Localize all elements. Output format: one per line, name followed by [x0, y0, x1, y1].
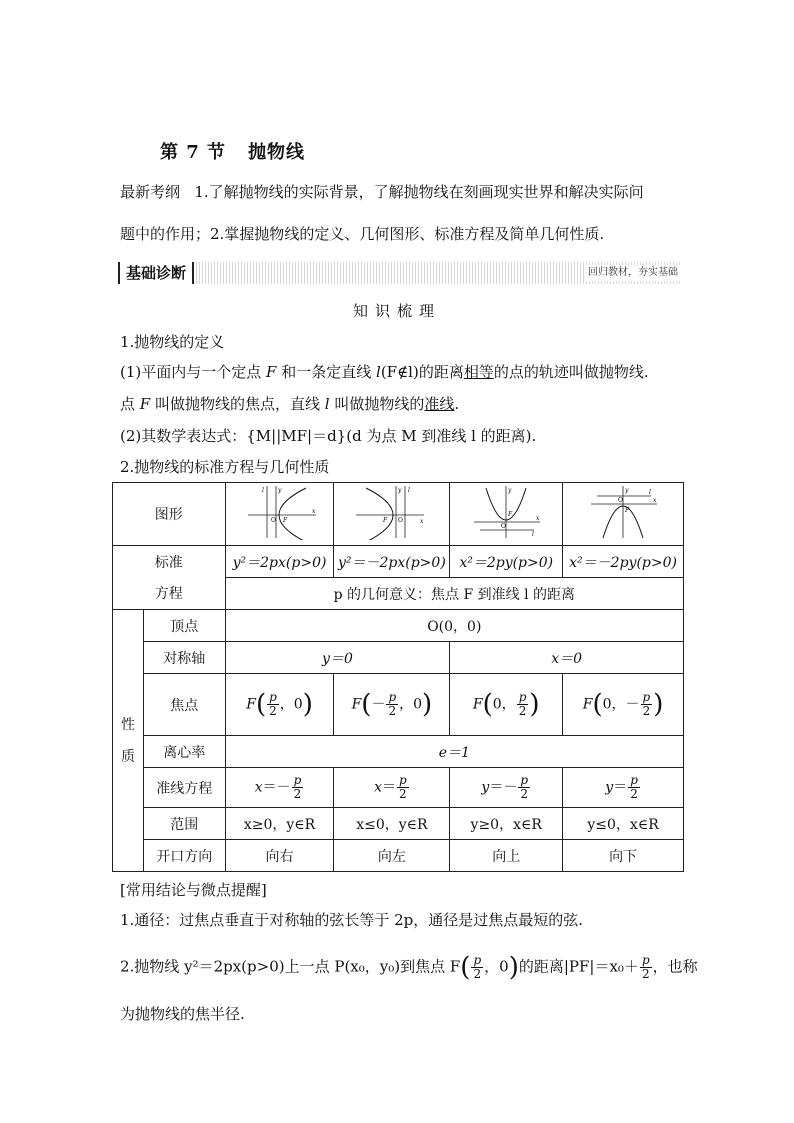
std-label-1: 标准	[113, 546, 226, 578]
svg-text:y: y	[397, 487, 402, 494]
svg-text:F: F	[625, 507, 630, 514]
definition-line-1: (1)平面内与一个定点 F 和一条定直线 l(F∉l)的距离相等的点的轨迹叫做抛物线.	[120, 363, 649, 381]
svg-text:l: l	[649, 489, 651, 496]
opening-row	[113, 840, 684, 872]
intro-line-1: 最新考纲 1.了解抛物线的实际背景，了解抛物线在刻画现实世界和解决实际问	[120, 183, 644, 201]
graph-down	[563, 483, 684, 546]
svg-text:x: x	[536, 515, 540, 522]
note-2: 2.抛物线 y²＝2px(p>0)上一点 P(x₀，y₀)到焦点 F( $\frac{p}{2}$ ，0)的距离|PF|＝x₀＋ $\frac{p}{2}$ ，也称	[120, 952, 698, 983]
focus-down: F(0，－ $\frac{p}{2}$ )	[563, 674, 684, 736]
definition-heading: 1.抛物线的定义	[120, 333, 225, 351]
properties-label: 性 质	[113, 610, 144, 872]
focus-up: F(0， $\frac{p}{2}$ )	[450, 674, 563, 736]
range-up: y≥0，x∈R	[450, 808, 563, 840]
definition-line-3: (2)其数学表达式：{M||MF|＝d}(d 为点 M 到准线 l 的距离).	[120, 427, 537, 445]
svg-text:O: O	[397, 517, 403, 524]
directrix-down: y＝ $\frac{p}{2}$	[563, 768, 684, 808]
underline-equal: 相等	[463, 363, 494, 381]
vertex-row	[113, 610, 684, 642]
focus-row	[113, 674, 684, 736]
parabola-up-icon	[466, 484, 546, 540]
svg-text:l: l	[407, 487, 410, 494]
graph-label: 图形	[113, 483, 226, 546]
parabola-right-icon	[240, 484, 320, 540]
parabola-properties-table	[112, 482, 684, 872]
axis-xaxis: y＝0	[225, 642, 450, 674]
svg-text:O: O	[501, 523, 507, 530]
vertex-value: O(0，0)	[225, 610, 683, 642]
svg-text:x: x	[419, 518, 424, 525]
note-3: 为抛物线的焦半径.	[120, 1005, 245, 1023]
vertex-label: 顶点	[143, 610, 225, 642]
section-banner	[118, 262, 682, 284]
section-title: 知识梳理	[352, 302, 441, 320]
banner-left-label: 基础诊断	[118, 262, 194, 284]
p-meaning: p 的几何意义：焦点 F 到准线 l 的距离	[225, 578, 683, 610]
range-left: x≤0，y∈R	[334, 808, 450, 840]
focus-label: 焦点	[143, 674, 225, 736]
svg-text:y: y	[277, 487, 281, 494]
open-label: 开口方向	[143, 840, 225, 872]
ecc-label: 离心率	[143, 736, 225, 768]
directrix-left: x＝ $\frac{p}{2}$	[334, 768, 450, 808]
eq-up: x²＝2py(p>0)	[450, 546, 563, 578]
intro-line-2: 题中的作用；2.掌握抛物线的定义、几何图形、标准方程及简单几何性质.	[120, 225, 605, 243]
intro-label: 最新考纲	[120, 183, 181, 201]
open-left: 向左	[334, 840, 450, 872]
svg-text:x: x	[311, 508, 315, 515]
std-label-2: 方程	[113, 578, 226, 610]
directrix-label: 准线方程	[143, 768, 225, 808]
ecc-value: e＝1	[225, 736, 683, 768]
directrix-right: x＝－ $\frac{p}{2}$	[225, 768, 334, 808]
eccentricity-row	[113, 736, 684, 768]
page-title	[160, 138, 305, 164]
focus-right: F( $\frac{p}{2}$ ，0)	[225, 674, 334, 736]
parabola-left-icon	[352, 484, 432, 540]
graph-row	[113, 483, 684, 546]
table-heading: 2.抛物线的标准方程与几何性质	[120, 458, 330, 476]
open-down: 向下	[563, 840, 684, 872]
notes-heading: [常用结论与微点提醒]	[120, 881, 267, 899]
graph-up	[450, 483, 563, 546]
svg-text:l: l	[261, 487, 264, 494]
svg-text:y: y	[508, 487, 512, 494]
svg-text:O: O	[618, 497, 623, 504]
open-up: 向上	[450, 840, 563, 872]
svg-text:O: O	[270, 517, 276, 524]
svg-text:F: F	[382, 517, 388, 524]
range-right: x≥0，y∈R	[225, 808, 334, 840]
svg-text:y: y	[625, 487, 629, 494]
open-right: 向右	[225, 840, 334, 872]
svg-text:l: l	[532, 531, 535, 538]
underline-directrix: 准线	[424, 395, 455, 413]
graph-right	[225, 483, 334, 546]
focus-left: F(－ $\frac{p}{2}$ ，0)	[334, 674, 450, 736]
graph-left	[334, 483, 450, 546]
range-down: y≤0，x∈R	[563, 808, 684, 840]
definition-line-2: 点 F 叫做抛物线的焦点，直线 l 叫做抛物线的准线.	[120, 395, 460, 413]
svg-text:F: F	[282, 517, 287, 524]
range-label: 范围	[143, 808, 225, 840]
directrix-up: y＝－ $\frac{p}{2}$	[450, 768, 563, 808]
axis-row	[113, 642, 684, 674]
svg-text:x: x	[653, 497, 657, 504]
range-row	[113, 808, 684, 840]
note-1: 1.通径：过焦点垂直于对称轴的弦长等于 2p，通径是过焦点最短的弦.	[120, 911, 583, 929]
directrix-row	[113, 768, 684, 808]
axis-label: 对称轴	[143, 642, 225, 674]
parabola-down-icon	[583, 484, 663, 540]
eq-down: x²＝－2py(p>0)	[563, 546, 684, 578]
standard-eq-row	[113, 546, 684, 578]
eq-left: y²＝－2px(p>0)	[334, 546, 450, 578]
banner-right-label: 回归教材，夯实基础	[584, 265, 682, 281]
chapter-topic: 抛物线	[248, 142, 306, 163]
axis-yaxis: x＝0	[450, 642, 684, 674]
eq-right: y²＝2px(p>0)	[225, 546, 334, 578]
p-meaning-row	[113, 578, 684, 610]
svg-text:F: F	[508, 511, 513, 518]
chapter-number: 第 7 节	[160, 142, 227, 163]
